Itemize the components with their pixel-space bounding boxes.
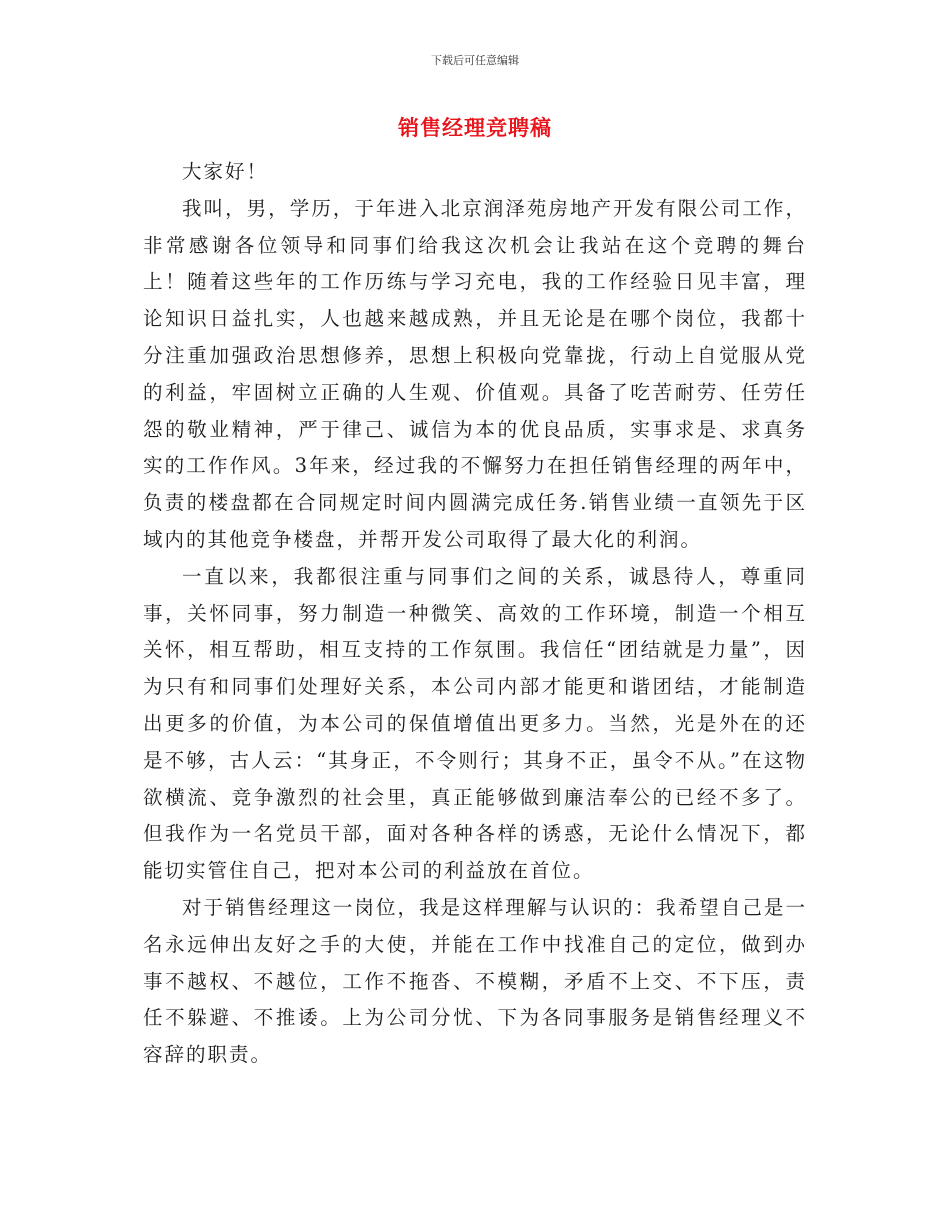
paragraph-introduction: 我叫，男，学历，于年进入北京润泽苑房地产开发有限公司工作，非常感谢各位领导和同事们给我这次机会让我站在这个竞聘的舞台上！随着这些年的工作历练与学习充电，我的工作经验日见丰富，理论知识日益扎实，人也越来越成熟，并且无论是在哪个岗位，我都十分注重加强政治思想修养，思想上积极向党靠拢，行动上自觉服从党的利益，牢固树立正确的人生观、价值观。具备了吃苦耐劳、任劳任怨的敬业精神，严于律己、诚信为本的优良品质，实事求是、求真务实的工作作风。3年来，经过我的不懈努力在担任销售经理的两年中，负责的楼盘都在合同规定时间内圆满完成任务.销售业绩一直领先于区域内的其他竞争楼盘，并帮开发公司取得了最大化的利润。 bbox=[143, 196, 807, 551]
header-note: 下载后可任意编辑 bbox=[431, 54, 519, 67]
paragraph-greeting: 大家好！ bbox=[182, 160, 269, 183]
paragraph-role-understanding: 对于销售经理这一岗位，我是这样理解与认识的：我希望自己是一名永远伸出友好之手的大使，并能在工作中找准自己的定位，做到办事不越权、不越位，工作不拖沓、不模糊，矛盾不上交、不下压，责任不躲避、不推诿。上为公司分忧、下为各同事服务是销售经理义不容辞的职责。 bbox=[143, 895, 807, 1067]
document-title: 销售经理竞聘稿 bbox=[398, 115, 552, 140]
paragraph-colleague-relations: 一直以来，我都很注重与同事们之间的关系，诚恳待人，尊重同事，关怀同事，努力制造一种微笑、高效的工作环境，制造一个相互关怀，相互帮助，相互支持的工作氛围。我信任“团结就是力量”，因为只有和同事们处理好关系，本公司内部才能更和谐团结，才能制造出更多的价值，为本公司的保值增值出更多力。当然，光是外在的还是不够，古人云：“其身正，不令则行；其身不正，虽令不从。”在这物欲横流、竞争激烈的社会里，真正能够做到廉洁奉公的已经不多了。但我作为一名党员干部，面对各种各样的诱惑，无论什么情况下，都能切实管住自己，把对本公司的利益放在首位。 bbox=[143, 564, 807, 883]
document-body bbox=[143, 154, 807, 1074]
